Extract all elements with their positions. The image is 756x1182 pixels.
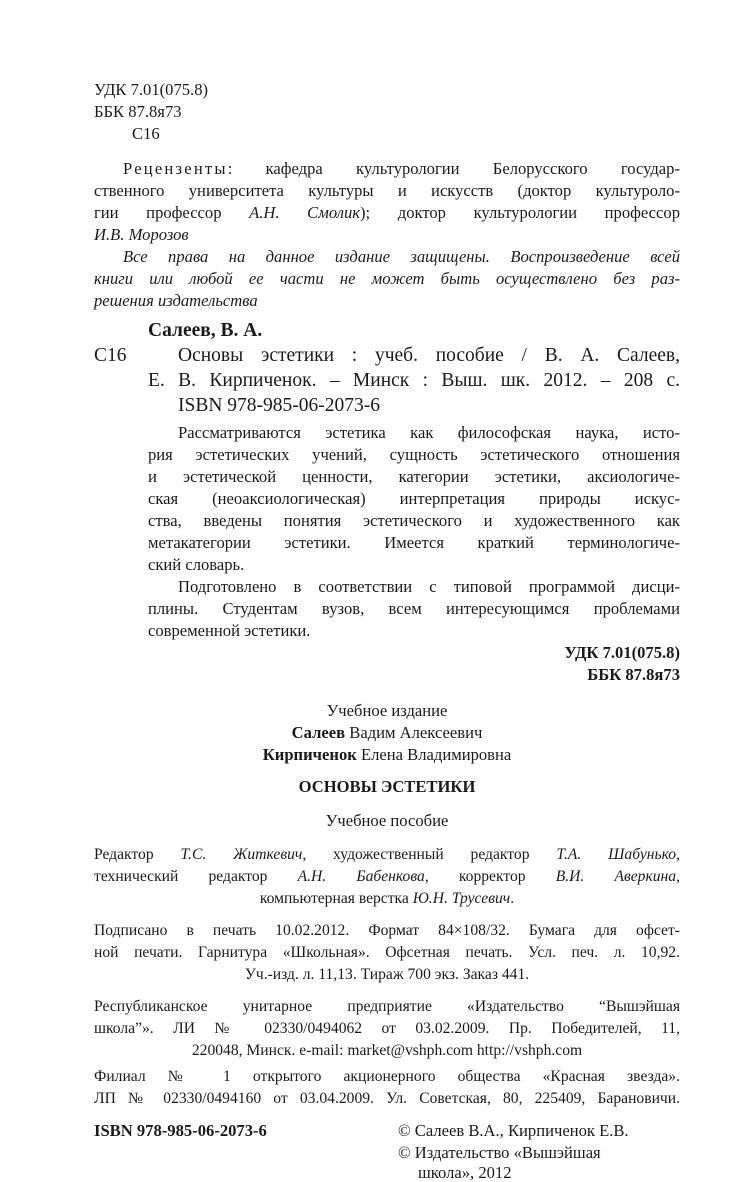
book-title: ОСНОВЫ ЭСТЕТИКИ bbox=[298, 777, 476, 796]
print-line-1: Подписано в печать 10.02.2012. Формат 84×108/32. Бумага для офсет- bbox=[94, 922, 680, 939]
editors-line-3: компьютерная верстка Ю.Н. Трусевич. bbox=[259, 890, 515, 907]
abstract-line-3: и эстетической ценности, категории эстетики, аксиологиче- bbox=[148, 467, 680, 486]
reviewers-label: Рецензенты bbox=[123, 159, 228, 178]
program-line-2: плины. Студентам вузов, всем интересующимся проблемами bbox=[148, 599, 680, 618]
card-title-line-1: Основы эстетики : учеб. пособие / В. А. Салеев, bbox=[178, 345, 680, 366]
program-line-1: Подготовлено в соответствии с типовой программой дисци- bbox=[178, 577, 680, 596]
copyright-publisher: © Издательство «Вышэйшая bbox=[398, 1143, 601, 1162]
author-2: Кирпиченок Елена Владимировна bbox=[262, 745, 512, 764]
udk-code: УДК 7.01(075.8) bbox=[94, 80, 209, 99]
rights-line-1: Все права на данное издание защищены. Воспроизведение всей bbox=[123, 247, 680, 266]
reviewers-line-1: Рецензенты: кафедра культурологии Белорусского государ- bbox=[123, 159, 680, 178]
reviewers-line-3: гии профессор А.Н. Смолик); доктор культурологии профессор bbox=[94, 203, 680, 222]
abstract-line-1: Рассматриваются эстетика как философская наука, исто- bbox=[178, 423, 680, 442]
copyright-authors: © Салеев В.А., Кирпиченок Е.В. bbox=[398, 1121, 629, 1140]
card-isbn: ISBN 978-985-06-2073-6 bbox=[178, 395, 381, 416]
card-mark: С16 bbox=[94, 345, 127, 366]
author-1: Салеев Вадим Алексеевич bbox=[291, 723, 483, 742]
print-line-2: ной печати. Гарнитура «Школьная». Офсетная печать. Усл. печ. л. 10,92. bbox=[94, 944, 680, 961]
abstract-line-4: ская (неоаксиологическая) интерпретация природы искус- bbox=[148, 489, 680, 508]
printer-line-1: Филиал № 1 открытого акционерного общества «Красная звезда». bbox=[94, 1068, 680, 1085]
edition-type: Учебное издание bbox=[326, 701, 448, 720]
abstract-line-6: метакатегории эстетики. Имеется краткий терминологиче- bbox=[148, 533, 680, 552]
abstract-line-2: рия эстетических учений, сущность эстетического отношения bbox=[148, 445, 680, 464]
printer-line-2: ЛП № 02330/0494160 от 03.04.2009. Ул. Советская, 80, 225409, Барановичи. bbox=[94, 1090, 680, 1107]
rights-line-2: книги или любой ее части не может быть осуществлено без раз- bbox=[94, 269, 680, 288]
reviewer-name: А.Н. Смолик bbox=[249, 203, 361, 222]
copyright-publisher-year: школа», 2012 bbox=[418, 1163, 512, 1182]
reviewers-line-2: ственного университета культуры и искусств (доктор культуроло- bbox=[94, 181, 680, 200]
abstract-line-5: ства, введены понятия эстетического и художественного как bbox=[148, 511, 680, 530]
card-title-line-2: Е. В. Кирпиченок. – Минск : Выш. шк. 2012. – 208 с. bbox=[148, 370, 680, 391]
print-line-3: Уч.-изд. л. 11,13. Тираж 700 экз. Заказ 441. bbox=[244, 966, 530, 983]
abstract-bbk: ББК 87.8я73 bbox=[587, 665, 680, 684]
reviewers-line-4: И.В. Морозов bbox=[94, 225, 189, 244]
program-line-3: современной эстетики. bbox=[148, 621, 311, 640]
book-subtitle: Учебное пособие bbox=[325, 811, 449, 830]
editors-line-1: Редактор Т.С. Житкевич, художественный редактор Т.А. Шабунько, bbox=[94, 846, 680, 863]
publisher-line-3: 220048, Минск. e-mail: market@vshph.com http://vshph.com bbox=[191, 1042, 583, 1059]
bbk-code: ББК 87.8я73 bbox=[94, 102, 182, 121]
editors-line-2: технический редактор А.Н. Бабенкова, корректор В.И. Аверкина, bbox=[94, 868, 681, 885]
author-mark: С16 bbox=[132, 124, 160, 143]
publisher-line-2: школа”». ЛИ № 02330/0494062 от 03.02.2009. Пр. Победителей, 11, bbox=[94, 1020, 680, 1037]
abstract-line-7: ский словарь. bbox=[148, 555, 245, 574]
footer-isbn: ISBN 978-985-06-2073-6 bbox=[94, 1121, 267, 1140]
abstract-udk: УДК 7.01(075.8) bbox=[564, 643, 680, 662]
publisher-line-1: Республиканское унитарное предприятие «Издательство “Вышэйшая bbox=[94, 998, 680, 1015]
rights-line-3: решения издательства bbox=[94, 291, 258, 310]
card-author: Салеев, В. А. bbox=[148, 320, 263, 341]
